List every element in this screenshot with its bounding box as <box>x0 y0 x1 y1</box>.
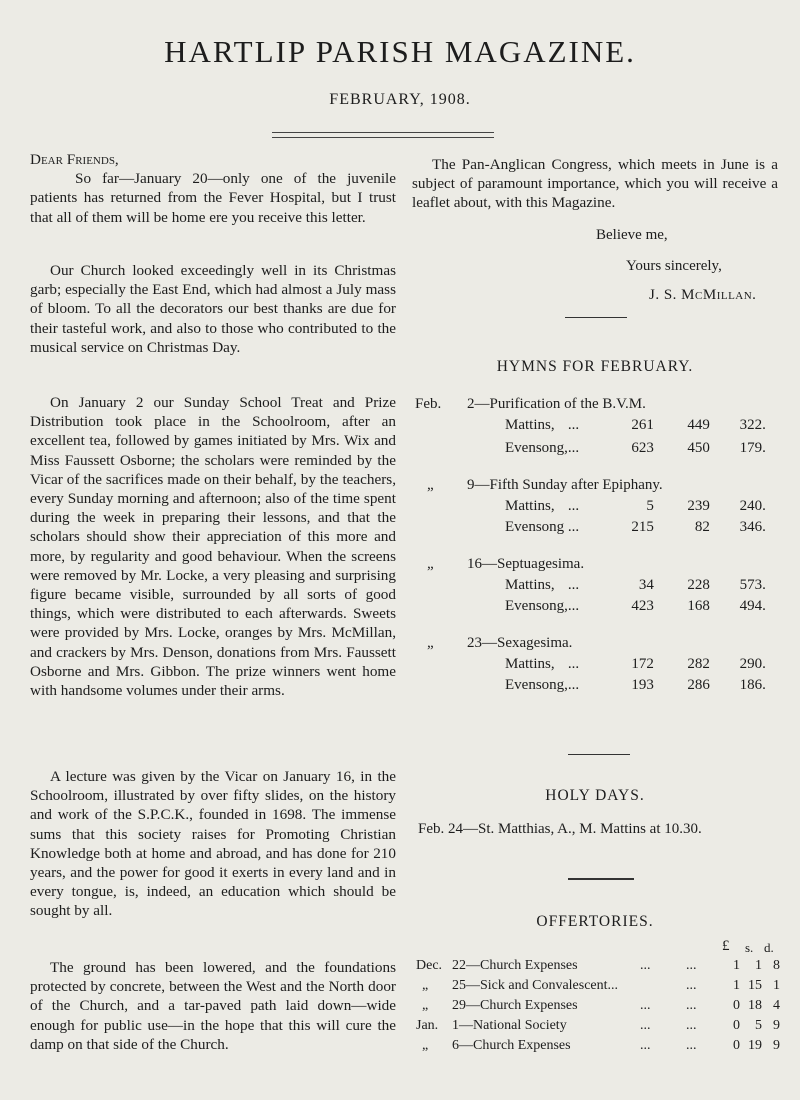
hymn-number: 261 <box>631 417 654 433</box>
hymn-service-row <box>415 656 766 677</box>
hymn-service-row <box>415 440 766 461</box>
hymn-day-row <box>415 635 766 656</box>
letter-paragraph-4: A lecture was given by the Vicar on January 16, in the Schoolroom, illustrated by over fifty slides, on the history and work of the S.P.C.K., founded in 1698. The immense sums that this society raises for Promoting Christian Knowledge both at home and abroad, and has done for 210 years, and the power for good it exerts in every land and in every tongue, is, indeed, an education which should be sought by all. <box>30 768 396 920</box>
offertory-pence: 4 <box>773 998 780 1013</box>
hymn-number: 168 <box>687 598 710 614</box>
offertory-leader: ... <box>686 1018 697 1033</box>
offertory-month: „ <box>422 1038 429 1053</box>
offertory-pence: 8 <box>773 958 780 973</box>
offertory-pounds: 1 <box>733 978 740 993</box>
hymn-number: 449 <box>687 417 710 433</box>
hymn-number: 186. <box>739 677 766 693</box>
offertory-row <box>416 998 780 1018</box>
hymn-service-row <box>415 598 766 619</box>
offertory-row <box>416 1018 780 1038</box>
holy-days-heading: HOLY DAYS. <box>545 787 645 804</box>
offertory-shillings: 5 <box>755 1018 762 1033</box>
offertory-leader: ... <box>640 1018 651 1033</box>
letter-left-column <box>30 150 396 227</box>
offertory-month: Jan. <box>416 1018 439 1033</box>
offertory-month: „ <box>422 978 429 993</box>
hymn-service: Evensong <box>505 519 565 535</box>
hymn-day-row <box>415 556 766 577</box>
offertory-row <box>416 958 780 978</box>
section-divider-2 <box>568 754 630 755</box>
offertory-leader: ... <box>686 998 697 1013</box>
hymn-service-row <box>415 519 766 540</box>
hymn-day-row <box>415 396 766 417</box>
holy-day-entry: Feb. 24—St. Matthias, A., M. Mattins at 10.30. <box>418 821 702 837</box>
hymn-number: 322. <box>739 417 766 433</box>
hymn-service: Mattins, <box>505 577 555 593</box>
offertory-leader: ... <box>640 958 651 973</box>
offertory-purpose: 6—Church Expenses <box>452 1038 571 1053</box>
offertory-shillings: 19 <box>748 1038 762 1053</box>
hymn-day-title: 9—Fifth Sunday after Epiphany. <box>467 477 663 493</box>
issue-date: FEBRUARY, 1908. <box>329 91 471 108</box>
hymn-service: Mattins, <box>505 417 555 433</box>
hymn-leader: ... <box>567 440 580 456</box>
letter-paragraph-2: Our Church looked exceedingly well in its Christmas garb; especially the East End, which had almost a July mass of bloom. To all the decorators our best thanks are due for their tasteful work, and also to those who contributed to the musical service on Christmas Day. <box>30 262 396 356</box>
offertory-pence: 9 <box>773 1018 780 1033</box>
hymn-number: 5 <box>646 498 654 514</box>
pounds-column-header: £ <box>722 938 730 954</box>
hymn-leader: ... <box>567 519 580 535</box>
hymn-month: „ <box>427 477 434 493</box>
hymn-number: 82 <box>694 519 710 535</box>
hymn-leader: ... <box>567 598 580 614</box>
hymn-day-row <box>415 477 766 498</box>
offertory-purpose: 29—Church Expenses <box>452 998 578 1013</box>
hymn-number: 228 <box>687 577 710 593</box>
offertories-table <box>416 958 780 1058</box>
hymn-number: 290. <box>739 656 766 672</box>
hymn-number: 172 <box>631 656 654 672</box>
hymn-number: 239 <box>687 498 710 514</box>
hymn-service-row <box>415 577 766 598</box>
hymn-month: „ <box>427 635 434 651</box>
offertory-shillings: 1 <box>755 958 762 973</box>
hymn-day-title: 23—Sexagesima. <box>467 635 573 651</box>
hymns-heading: HYMNS FOR FEBRUARY. <box>496 358 694 375</box>
letter-salutation: Dear Friends, <box>30 151 119 168</box>
offertory-pounds: 0 <box>733 1018 740 1033</box>
offertory-leader: ... <box>640 998 651 1013</box>
hymn-leader: ... <box>567 417 580 433</box>
pence-column-header: d. <box>764 940 774 955</box>
hymn-leader: ... <box>567 498 580 514</box>
letter-signature: J. S. McMillan. <box>649 287 757 303</box>
hymn-month: Feb. <box>415 396 442 412</box>
section-divider-3 <box>568 878 634 880</box>
hymn-number: 282 <box>687 656 710 672</box>
hymn-number: 573. <box>739 577 766 593</box>
offertory-pence: 1 <box>773 978 780 993</box>
hymn-number: 193 <box>631 677 654 693</box>
letter-closing-1: Believe me, <box>596 227 668 243</box>
offertory-pounds: 1 <box>733 958 740 973</box>
hymn-leader: ... <box>567 656 580 672</box>
offertory-purpose: 1—National Society <box>452 1018 567 1033</box>
hymn-number: 346. <box>739 519 766 535</box>
hymn-service: Evensong, <box>505 598 568 614</box>
offertory-pounds: 0 <box>733 998 740 1013</box>
hymn-service-row <box>415 498 766 519</box>
offertories-heading: OFFERTORIES. <box>536 913 654 930</box>
offertory-leader: ... <box>686 978 697 993</box>
offertory-row <box>416 978 780 998</box>
hymn-service-row <box>415 677 766 698</box>
hymn-number: 494. <box>739 598 766 614</box>
offertory-month: „ <box>422 998 429 1013</box>
hymn-number: 179. <box>739 440 766 456</box>
offertory-purpose: 22—Church Expenses <box>452 958 578 973</box>
hymn-number: 215 <box>631 519 654 535</box>
hymn-number: 286 <box>687 677 710 693</box>
offertory-purpose: 25—Sick and Convalescent... <box>452 978 619 993</box>
offertory-leader: ... <box>686 1038 697 1053</box>
hymn-number: 623 <box>631 440 654 456</box>
shillings-column-header: s. <box>745 940 754 955</box>
hymn-number: 240. <box>739 498 766 514</box>
hymn-day-title: 2—Purification of the B.V.M. <box>467 396 646 412</box>
offertory-leader: ... <box>686 958 697 973</box>
offertory-shillings: 15 <box>748 978 762 993</box>
section-divider-1 <box>565 317 627 318</box>
letter-paragraph-3: On January 2 our Sunday School Treat and Prize Distribution took place in the Schoolroom, after an excellent tea, followed by games initiated by Mrs. Wix and Miss Faussett Osborne; the scholars were reminded by the Vicar of the sacrifices made on their behalf, by the teachers, every Sunday morning and afternoon; also of the time spent during the week in preparing their lessons, and that the scholars should show their appreciation of this more and more, by regularity and good behaviour. When the screens were removed by Mr. Locke, a very pleasing and surprising figure became visible, surrounded by all sorts of good things, which were distributed to each afterwards. Sweets were provided by Mrs. Locke, oranges by Mrs. McMillan, and crackers by Mrs. Denson, donations from Mrs. Faussett Osborne and Mrs. Gibbon. The prize winners went home with handsome volumes under their arms. <box>30 394 396 700</box>
magazine-title: HARTLIP PARISH MAGAZINE. <box>164 34 636 69</box>
offertory-pounds: 0 <box>733 1038 740 1053</box>
hymn-leader: ... <box>567 577 580 593</box>
hymn-number: 423 <box>631 598 654 614</box>
offertory-row <box>416 1038 780 1058</box>
hymn-service: Mattins, <box>505 656 555 672</box>
offertory-pence: 9 <box>773 1038 780 1053</box>
header-divider <box>272 132 494 138</box>
offertory-month: Dec. <box>416 958 443 973</box>
hymn-service: Evensong, <box>505 440 568 456</box>
offertory-leader: ... <box>640 1038 651 1053</box>
letter-closing-2: Yours sincerely, <box>626 258 722 274</box>
letter-paragraph-6: The Pan-Anglican Congress, which meets in June is a subject of paramount importance, which you will receive a leaflet about, with this Magazine. <box>412 156 778 212</box>
hymn-month: „ <box>427 556 434 572</box>
hymn-service: Mattins, <box>505 498 555 514</box>
hymns-table <box>415 396 766 698</box>
letter-paragraph-5: The ground has been lowered, and the foundations protected by concrete, between the West and the North door of the Church, and a tar-paved path laid down—wide enough for public use—in the hope that this will cure the damp on that side of the Church. <box>30 959 396 1053</box>
hymn-day-title: 16—Septuagesima. <box>467 556 585 572</box>
hymn-service-row <box>415 417 766 440</box>
hymn-service: Evensong, <box>505 677 568 693</box>
hymn-number: 34 <box>638 577 654 593</box>
offertory-shillings: 18 <box>748 998 762 1013</box>
hymn-number: 450 <box>687 440 710 456</box>
hymn-leader: ... <box>567 677 580 693</box>
letter-paragraph-1: So far—January 20—only one of the juvenile patients has returned from the Fever Hospital, but I trust that all of them will be home ere you receive this letter. <box>30 170 396 226</box>
